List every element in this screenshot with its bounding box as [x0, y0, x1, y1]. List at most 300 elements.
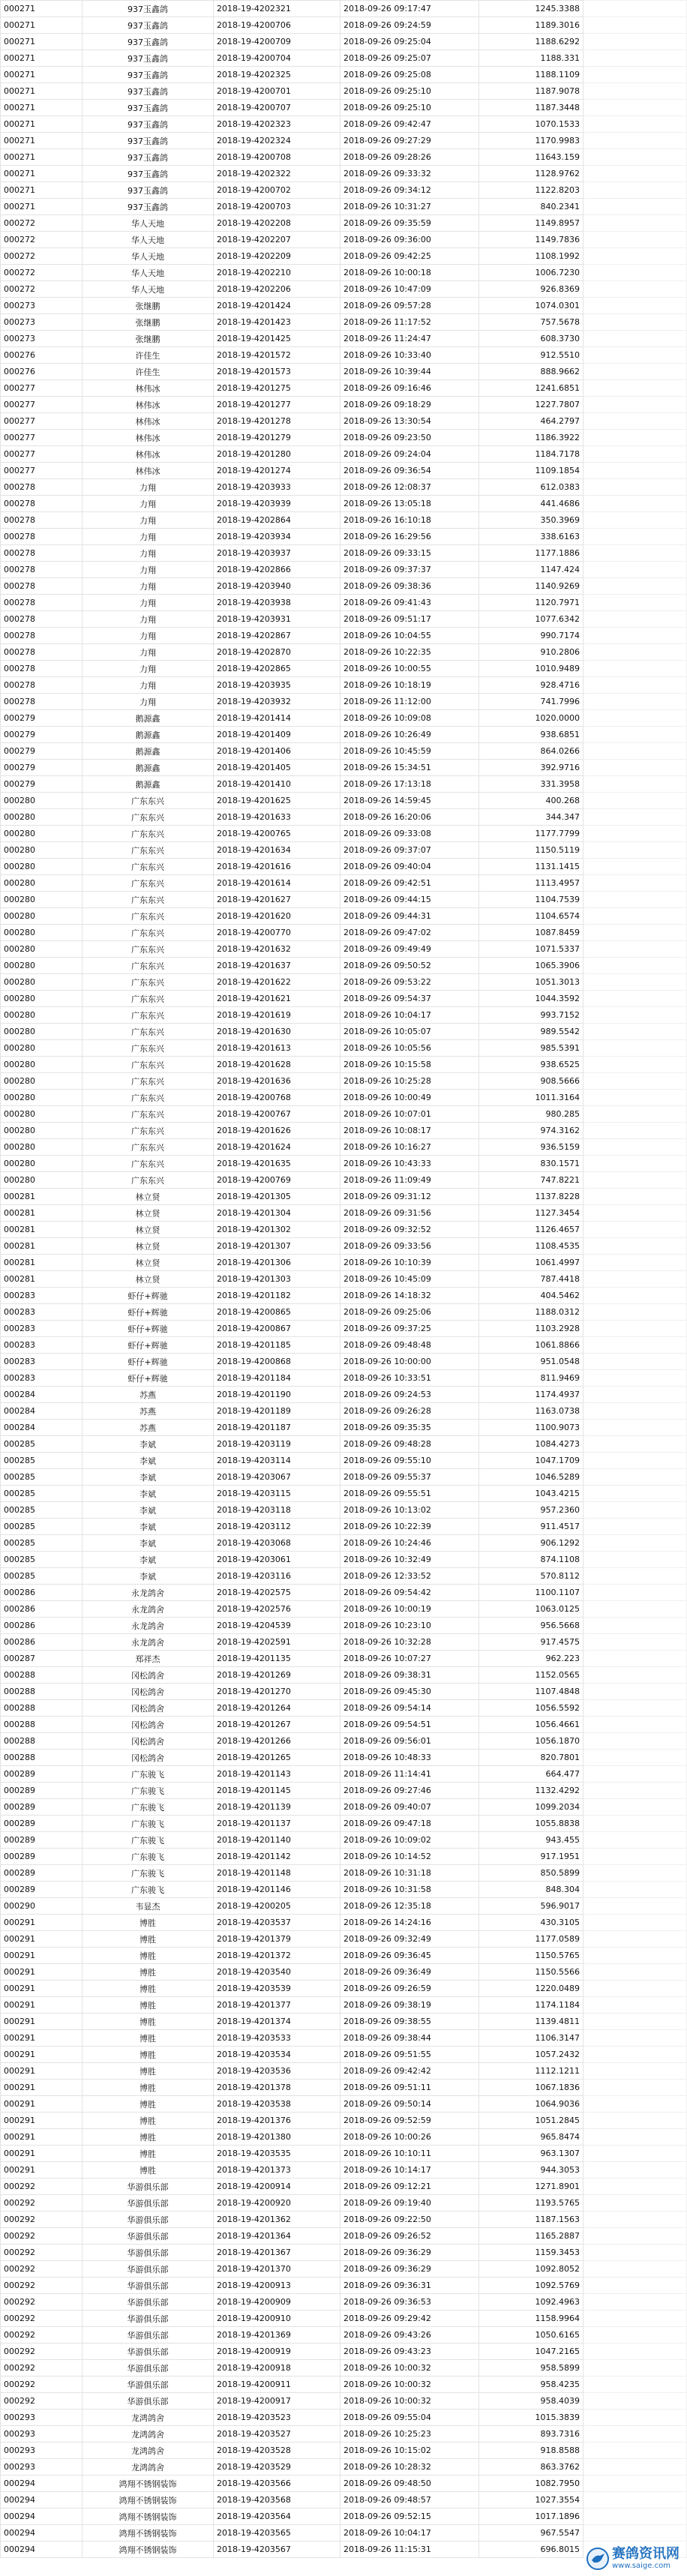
cell-member-id: 000284: [1, 1387, 82, 1403]
cell-speed: 608.3730: [479, 331, 584, 347]
cell-name: 张继鹏: [82, 331, 214, 347]
cell-ring-number: 2018-19-4203536: [214, 2063, 340, 2080]
cell-arrival-time: 2018-09-26 09:38:31: [340, 1667, 479, 1684]
table-row: [1, 974, 687, 991]
cell-name: 广东骏飞: [82, 1783, 214, 1799]
cell-member-id: 000271: [1, 1, 82, 17]
cell-name: 博胜: [82, 2080, 214, 2096]
cell-ring-number: 2018-19-4203939: [214, 496, 340, 512]
cell-member-id: 000271: [1, 34, 82, 50]
watermark-title: 赛鸽资讯网: [612, 2546, 680, 2562]
cell-ring-number: 2018-19-4201637: [214, 958, 340, 974]
cell-member-id: 000283: [1, 1337, 82, 1354]
cell-name: 许佳生: [82, 364, 214, 380]
table-row: [1, 941, 687, 958]
cell-empty: [584, 2014, 687, 2030]
cell-member-id: 000278: [1, 512, 82, 529]
cell-member-id: 000291: [1, 1997, 82, 2014]
cell-empty: [584, 1535, 687, 1552]
cell-ring-number: 2018-19-4201369: [214, 2327, 340, 2344]
cell-empty: [584, 1139, 687, 1156]
cell-member-id: 000281: [1, 1205, 82, 1222]
cell-empty: [584, 529, 687, 545]
table-row: [1, 380, 687, 397]
table-row: [1, 1139, 687, 1156]
cell-speed: 338.6163: [479, 529, 584, 545]
cell-arrival-time: 2018-09-26 10:09:02: [340, 1832, 479, 1849]
cell-name: 林立贤: [82, 1238, 214, 1255]
cell-name: 苏燕: [82, 1403, 214, 1420]
cell-empty: [584, 116, 687, 133]
cell-member-id: 000285: [1, 1568, 82, 1585]
cell-ring-number: 2018-19-4201362: [214, 2212, 340, 2228]
cell-empty: [584, 248, 687, 265]
table-row: [1, 1601, 687, 1618]
cell-ring-number: 2018-19-4202210: [214, 265, 340, 281]
cell-arrival-time: 2018-09-26 09:50:14: [340, 2096, 479, 2113]
cell-empty: [584, 2294, 687, 2311]
cell-speed: 1077.6342: [479, 611, 584, 628]
cell-arrival-time: 2018-09-26 09:52:15: [340, 2509, 479, 2525]
cell-speed: 958.4235: [479, 2377, 584, 2393]
cell-ring-number: 2018-19-4201274: [214, 463, 340, 479]
cell-ring-number: 2018-19-4202867: [214, 628, 340, 644]
cell-speed: 908.5666: [479, 1073, 584, 1090]
cell-arrival-time: 2018-09-26 09:40:04: [340, 859, 479, 875]
cell-arrival-time: 2018-09-26 09:42:51: [340, 875, 479, 892]
cell-name: 广东东兴: [82, 1073, 214, 1090]
cell-empty: [584, 908, 687, 925]
cell-name: 广东东兴: [82, 1090, 214, 1106]
cell-arrival-time: 2018-09-26 10:23:10: [340, 1618, 479, 1634]
cell-ring-number: 2018-19-4203118: [214, 1502, 340, 1519]
cell-member-id: 000271: [1, 100, 82, 116]
cell-member-id: 000293: [1, 2459, 82, 2476]
cell-ring-number: 2018-19-4201627: [214, 892, 340, 908]
cell-member-id: 000289: [1, 1799, 82, 1816]
cell-empty: [584, 1981, 687, 1997]
cell-member-id: 000283: [1, 1304, 82, 1321]
cell-ring-number: 2018-19-4200707: [214, 100, 340, 116]
cell-ring-number: 2018-19-4201626: [214, 1123, 340, 1139]
cell-name: 鹅源鑫: [82, 727, 214, 743]
cell-speed: 1186.3922: [479, 430, 584, 446]
cell-ring-number: 2018-19-4201620: [214, 908, 340, 925]
cell-arrival-time: 2018-09-26 10:31:27: [340, 199, 479, 215]
cell-arrival-time: 2018-09-26 09:56:01: [340, 1733, 479, 1750]
cell-ring-number: 2018-19-4201630: [214, 1024, 340, 1040]
table-row: [1, 17, 687, 34]
cell-empty: [584, 2525, 687, 2542]
cell-empty: [584, 1106, 687, 1123]
table-row: [1, 991, 687, 1007]
cell-name: 李斌: [82, 1486, 214, 1502]
table-row: [1, 1849, 687, 1865]
table-row: [1, 710, 687, 727]
cell-member-id: 000291: [1, 2113, 82, 2129]
table-row: [1, 463, 687, 479]
cell-ring-number: 2018-19-4203567: [214, 2542, 340, 2558]
cell-member-id: 000288: [1, 1684, 82, 1700]
cell-arrival-time: 2018-09-26 10:25:23: [340, 2426, 479, 2443]
table-row: [1, 281, 687, 298]
cell-empty: [584, 1519, 687, 1535]
cell-empty: [584, 677, 687, 694]
cell-empty: [584, 1123, 687, 1139]
cell-arrival-time: 2018-09-26 09:36:29: [340, 2261, 479, 2278]
cell-speed: 926.8369: [479, 281, 584, 298]
cell-ring-number: 2018-19-4201572: [214, 347, 340, 364]
cell-ring-number: 2018-19-4201185: [214, 1337, 340, 1354]
cell-speed: 906.1292: [479, 1535, 584, 1552]
table-row: [1, 2525, 687, 2542]
cell-speed: 874.1108: [479, 1552, 584, 1568]
table-row: [1, 578, 687, 595]
cell-member-id: 000289: [1, 1816, 82, 1832]
cell-speed: 1047.1709: [479, 1453, 584, 1469]
table-row: [1, 2311, 687, 2327]
cell-name: 广东骏飞: [82, 1832, 214, 1849]
cell-ring-number: 2018-19-4202325: [214, 67, 340, 83]
cell-arrival-time: 2018-09-26 09:54:42: [340, 1585, 479, 1601]
cell-member-id: 000293: [1, 2426, 82, 2443]
table-row: [1, 2047, 687, 2063]
cell-speed: 1139.4811: [479, 2014, 584, 2030]
cell-ring-number: 2018-19-4201414: [214, 710, 340, 727]
cell-speed: 1055.8838: [479, 1816, 584, 1832]
cell-member-id: 000285: [1, 1552, 82, 1568]
table-row: [1, 595, 687, 611]
cell-ring-number: 2018-19-4200704: [214, 50, 340, 67]
cell-member-id: 000285: [1, 1436, 82, 1453]
cell-ring-number: 2018-19-4201148: [214, 1865, 340, 1882]
table-row: [1, 1535, 687, 1552]
cell-member-id: 000280: [1, 892, 82, 908]
cell-arrival-time: 2018-09-26 10:14:17: [340, 2162, 479, 2179]
cell-ring-number: 2018-19-4203931: [214, 611, 340, 628]
cell-empty: [584, 1469, 687, 1486]
cell-empty: [584, 727, 687, 743]
table-row: [1, 1948, 687, 1964]
cell-empty: [584, 479, 687, 496]
cell-ring-number: 2018-19-4200918: [214, 2360, 340, 2377]
cell-arrival-time: 2018-09-26 09:24:53: [340, 1387, 479, 1403]
cell-empty: [584, 1222, 687, 1238]
cell-speed: 11643.159: [479, 149, 584, 166]
cell-speed: 918.8588: [479, 2443, 584, 2459]
cell-speed: 1193.5765: [479, 2195, 584, 2212]
cell-ring-number: 2018-19-4201189: [214, 1403, 340, 1420]
cell-ring-number: 2018-19-4203114: [214, 1453, 340, 1469]
cell-name: 博胜: [82, 1931, 214, 1948]
table-row: [1, 232, 687, 248]
cell-empty: [584, 1436, 687, 1453]
cell-empty: [584, 2360, 687, 2377]
cell-name: 937玉鑫鸽: [82, 17, 214, 34]
cell-member-id: 000288: [1, 1717, 82, 1733]
cell-member-id: 000291: [1, 1964, 82, 1981]
cell-name: 李斌: [82, 1535, 214, 1552]
cell-ring-number: 2018-19-4203566: [214, 2476, 340, 2492]
cell-speed: 1103.2928: [479, 1321, 584, 1337]
cell-name: 博胜: [82, 2096, 214, 2113]
cell-speed: 1128.9762: [479, 166, 584, 182]
cell-arrival-time: 2018-09-26 10:22:35: [340, 644, 479, 661]
cell-speed: 1020.0000: [479, 710, 584, 727]
cell-name: 937玉鑫鸽: [82, 199, 214, 215]
cell-arrival-time: 2018-09-26 09:29:42: [340, 2311, 479, 2327]
table-row: [1, 199, 687, 215]
cell-ring-number: 2018-19-4201633: [214, 809, 340, 826]
cell-member-id: 000272: [1, 265, 82, 281]
table-row: [1, 2261, 687, 2278]
cell-arrival-time: 2018-09-26 09:32:49: [340, 1931, 479, 1948]
table-row: [1, 1420, 687, 1436]
table-row: [1, 1799, 687, 1816]
table-row: [1, 1288, 687, 1304]
table-row: [1, 2014, 687, 2030]
cell-ring-number: 2018-19-4201184: [214, 1370, 340, 1387]
cell-member-id: 000293: [1, 2410, 82, 2426]
cell-arrival-time: 2018-09-26 11:24:47: [340, 331, 479, 347]
cell-speed: 1150.5566: [479, 1964, 584, 1981]
cell-member-id: 000278: [1, 644, 82, 661]
table-row: [1, 925, 687, 941]
cell-arrival-time: 2018-09-26 10:00:32: [340, 2393, 479, 2410]
cell-speed: 1174.1184: [479, 1997, 584, 2014]
cell-member-id: 000278: [1, 545, 82, 562]
cell-name: 广东东兴: [82, 875, 214, 892]
cell-ring-number: 2018-19-4203529: [214, 2459, 340, 2476]
cell-speed: 1017.1896: [479, 2509, 584, 2525]
cell-empty: [584, 1403, 687, 1420]
cell-name: 广东东兴: [82, 1139, 214, 1156]
cell-name: 李斌: [82, 1436, 214, 1453]
cell-ring-number: 2018-19-4201613: [214, 1040, 340, 1057]
cell-empty: [584, 1172, 687, 1189]
cell-ring-number: 2018-19-4203115: [214, 1486, 340, 1502]
cell-ring-number: 2018-19-4201425: [214, 331, 340, 347]
cell-member-id: 000289: [1, 1832, 82, 1849]
cell-member-id: 000273: [1, 314, 82, 331]
cell-speed: 1184.7178: [479, 446, 584, 463]
cell-speed: 985.5391: [479, 1040, 584, 1057]
cell-arrival-time: 2018-09-26 09:35:35: [340, 1420, 479, 1436]
cell-arrival-time: 2018-09-26 09:54:14: [340, 1700, 479, 1717]
table-row: [1, 496, 687, 512]
cell-empty: [584, 1700, 687, 1717]
cell-speed: 1227.7807: [479, 397, 584, 413]
cell-ring-number: 2018-19-4201182: [214, 1288, 340, 1304]
cell-arrival-time: 2018-09-26 10:00:32: [340, 2360, 479, 2377]
cell-empty: [584, 364, 687, 380]
cell-arrival-time: 2018-09-26 12:35:18: [340, 1898, 479, 1915]
cell-ring-number: 2018-19-4201376: [214, 2113, 340, 2129]
cell-member-id: 000278: [1, 595, 82, 611]
cell-member-id: 000278: [1, 611, 82, 628]
cell-member-id: 000280: [1, 974, 82, 991]
cell-speed: 1056.4661: [479, 1717, 584, 1733]
cell-ring-number: 2018-19-4204539: [214, 1618, 340, 1634]
cell-ring-number: 2018-19-4201423: [214, 314, 340, 331]
cell-ring-number: 2018-19-4201302: [214, 1222, 340, 1238]
cell-member-id: 000277: [1, 463, 82, 479]
cell-member-id: 000292: [1, 2311, 82, 2327]
cell-name: 广东骏飞: [82, 1799, 214, 1816]
cell-member-id: 000278: [1, 529, 82, 545]
cell-member-id: 000292: [1, 2344, 82, 2360]
cell-name: 李斌: [82, 1552, 214, 1568]
cell-arrival-time: 2018-09-26 09:27:29: [340, 133, 479, 149]
cell-arrival-time: 2018-09-26 10:07:27: [340, 1651, 479, 1667]
cell-empty: [584, 50, 687, 67]
cell-member-id: 000283: [1, 1354, 82, 1370]
cell-arrival-time: 2018-09-26 09:25:08: [340, 67, 479, 83]
cell-arrival-time: 2018-09-26 10:31:18: [340, 1865, 479, 1882]
cell-name: 华游俱乐部: [82, 2195, 214, 2212]
cell-empty: [584, 1585, 687, 1601]
cell-arrival-time: 2018-09-26 09:53:22: [340, 974, 479, 991]
cell-speed: 1174.4937: [479, 1387, 584, 1403]
table-row: [1, 1090, 687, 1106]
cell-member-id: 000289: [1, 1849, 82, 1865]
cell-arrival-time: 2018-09-26 09:37:37: [340, 562, 479, 578]
cell-ring-number: 2018-19-4203934: [214, 529, 340, 545]
cell-arrival-time: 2018-09-26 09:38:19: [340, 1997, 479, 2014]
table-row: [1, 1205, 687, 1222]
table-row: [1, 133, 687, 149]
cell-arrival-time: 2018-09-26 10:22:39: [340, 1519, 479, 1535]
cell-empty: [584, 430, 687, 446]
table-row: [1, 1073, 687, 1090]
cell-member-id: 000286: [1, 1634, 82, 1651]
table-row: [1, 743, 687, 760]
table-row: [1, 760, 687, 776]
cell-empty: [584, 1915, 687, 1931]
cell-arrival-time: 2018-09-26 10:10:11: [340, 2146, 479, 2162]
cell-speed: 1112.1211: [479, 2063, 584, 2080]
cell-ring-number: 2018-19-4201146: [214, 1882, 340, 1898]
cell-empty: [584, 545, 687, 562]
cell-empty: [584, 2344, 687, 2360]
cell-member-id: 000280: [1, 826, 82, 842]
cell-arrival-time: 2018-09-26 09:18:29: [340, 397, 479, 413]
cell-arrival-time: 2018-09-26 10:00:00: [340, 1354, 479, 1370]
cell-arrival-time: 2018-09-26 16:20:06: [340, 809, 479, 826]
cell-arrival-time: 2018-09-26 10:10:39: [340, 1255, 479, 1271]
cell-arrival-time: 2018-09-26 16:10:18: [340, 512, 479, 529]
cell-ring-number: 2018-19-4201380: [214, 2129, 340, 2146]
cell-empty: [584, 1684, 687, 1700]
cell-ring-number: 2018-19-4201190: [214, 1387, 340, 1403]
cell-ring-number: 2018-19-4201265: [214, 1750, 340, 1766]
cell-arrival-time: 2018-09-26 09:36:29: [340, 2245, 479, 2261]
cell-arrival-time: 2018-09-26 09:43:23: [340, 2344, 479, 2360]
cell-ring-number: 2018-19-4200868: [214, 1354, 340, 1370]
cell-member-id: 000279: [1, 776, 82, 793]
cell-member-id: 000280: [1, 1073, 82, 1090]
cell-speed: 1187.3448: [479, 100, 584, 116]
table-row: [1, 1255, 687, 1271]
cell-arrival-time: 2018-09-26 09:25:10: [340, 100, 479, 116]
cell-arrival-time: 2018-09-26 10:04:17: [340, 1007, 479, 1024]
cell-member-id: 000280: [1, 1123, 82, 1139]
cell-name: 937玉鑫鸽: [82, 133, 214, 149]
cell-empty: [584, 1007, 687, 1024]
cell-empty: [584, 2509, 687, 2525]
cell-member-id: 000294: [1, 2509, 82, 2525]
cell-arrival-time: 2018-09-26 10:43:33: [340, 1156, 479, 1172]
cell-ring-number: 2018-19-4203565: [214, 2525, 340, 2542]
table-row: [1, 347, 687, 364]
table-row: [1, 2080, 687, 2096]
cell-arrival-time: 2018-09-26 09:45:30: [340, 1684, 479, 1700]
cell-name: 937玉鑫鸽: [82, 166, 214, 182]
table-row: [1, 2245, 687, 2261]
table-row: [1, 1189, 687, 1205]
cell-name: 华游俱乐部: [82, 2212, 214, 2228]
table-row: [1, 2129, 687, 2146]
cell-arrival-time: 2018-09-26 10:15:02: [340, 2443, 479, 2459]
cell-member-id: 000287: [1, 1651, 82, 1667]
cell-ring-number: 2018-19-4203067: [214, 1469, 340, 1486]
cell-empty: [584, 1634, 687, 1651]
cell-ring-number: 2018-19-4201142: [214, 1849, 340, 1865]
cell-empty: [584, 2096, 687, 2113]
table-row: [1, 1172, 687, 1189]
cell-name: 937玉鑫鸽: [82, 34, 214, 50]
cell-empty: [584, 595, 687, 611]
cell-empty: [584, 776, 687, 793]
cell-empty: [584, 1750, 687, 1766]
cell-empty: [584, 1733, 687, 1750]
cell-ring-number: 2018-19-4201266: [214, 1733, 340, 1750]
cell-arrival-time: 2018-09-26 10:04:17: [340, 2525, 479, 2542]
cell-member-id: 000283: [1, 1321, 82, 1337]
cell-member-id: 000280: [1, 1090, 82, 1106]
cell-empty: [584, 1667, 687, 1684]
cell-name: 鹅源鑫: [82, 710, 214, 727]
cell-speed: 1107.4848: [479, 1684, 584, 1700]
cell-speed: 912.5510: [479, 347, 584, 364]
cell-arrival-time: 2018-09-26 09:16:46: [340, 380, 479, 397]
cell-speed: 888.9662: [479, 364, 584, 380]
cell-speed: 1100.9073: [479, 1420, 584, 1436]
cell-name: 冈松鸽舍: [82, 1684, 214, 1700]
cell-ring-number: 2018-19-4201264: [214, 1700, 340, 1717]
cell-speed: 1067.1836: [479, 2080, 584, 2096]
cell-ring-number: 2018-19-4201379: [214, 1931, 340, 1948]
cell-name: 广东东兴: [82, 1123, 214, 1139]
cell-speed: 1099.2034: [479, 1799, 584, 1816]
cell-speed: 1149.8957: [479, 215, 584, 232]
table-row: [1, 826, 687, 842]
table-row: [1, 83, 687, 100]
cell-name: 华游俱乐部: [82, 2344, 214, 2360]
cell-empty: [584, 496, 687, 512]
cell-name: 华人天地: [82, 232, 214, 248]
watermark: [586, 2547, 680, 2570]
cell-ring-number: 2018-19-4201378: [214, 2080, 340, 2096]
cell-empty: [584, 2426, 687, 2443]
cell-name: 华游俱乐部: [82, 2261, 214, 2278]
cell-member-id: 000291: [1, 2080, 82, 2096]
cell-name: 广东东兴: [82, 793, 214, 809]
cell-empty: [584, 578, 687, 595]
cell-ring-number: 2018-19-4203539: [214, 1981, 340, 1997]
cell-arrival-time: 2018-09-26 10:24:46: [340, 1535, 479, 1552]
cell-speed: 430.3105: [479, 1915, 584, 1931]
